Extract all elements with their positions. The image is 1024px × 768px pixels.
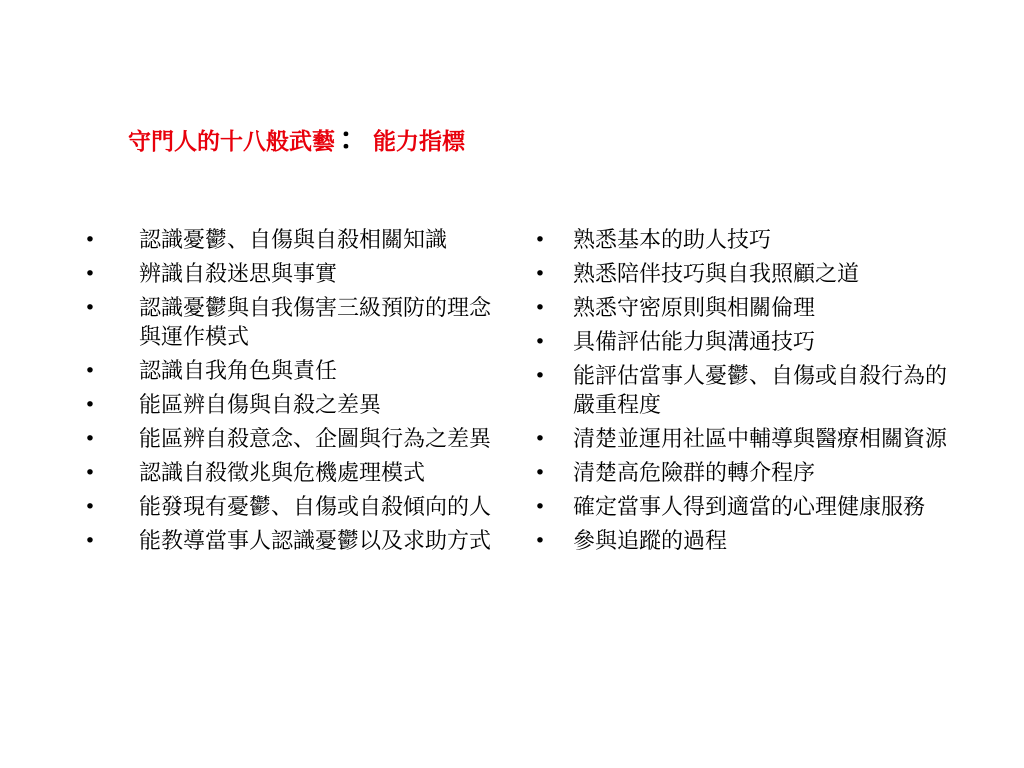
- list-item: [72, 260, 504, 289]
- list-item: [72, 357, 504, 386]
- list-item-text: 熟悉守密原則與相關倫理: [573, 296, 816, 321]
- list-item: [524, 459, 964, 488]
- title-main: 守門人的十八般武藝: [128, 128, 335, 155]
- list-item: [524, 226, 964, 255]
- bullet-icon: •: [84, 263, 96, 285]
- list-item: [524, 328, 964, 357]
- bullet-icon: •: [534, 297, 546, 319]
- list-item: [524, 527, 964, 556]
- list-item-text: 認識自我角色與責任: [139, 359, 338, 384]
- list-item: [72, 459, 504, 488]
- list-item-text: 能發現有憂鬱、自傷或自殺傾向的人: [139, 495, 492, 520]
- bullet-icon: •: [84, 496, 96, 518]
- bullet-icon: •: [534, 530, 546, 552]
- right-bullet-list: [524, 226, 964, 561]
- bullet-icon: •: [84, 462, 96, 484]
- title-separator: ：: [339, 122, 369, 157]
- list-item-text: 能教導當事人認識憂鬱以及求助方式: [139, 529, 492, 554]
- list-item-text: 熟悉陪伴技巧與自我照顧之道: [573, 262, 860, 287]
- bullet-icon: •: [84, 428, 96, 450]
- list-item: [524, 425, 964, 454]
- list-item: [72, 425, 504, 454]
- list-item-text: 辨識自殺迷思與事實: [139, 262, 338, 287]
- list-item: [72, 391, 504, 420]
- bullet-icon: •: [534, 229, 546, 251]
- list-item-text: 認識憂鬱與自我傷害三級預防的理念與運作模式: [139, 296, 492, 350]
- list-item-text: 具備評估能力與溝通技巧: [573, 330, 816, 355]
- list-item-text: 認識自殺徵兆與危機處理模式: [139, 461, 426, 486]
- bullet-icon: •: [84, 229, 96, 251]
- bullet-icon: •: [84, 394, 96, 416]
- bullet-icon: •: [84, 360, 96, 382]
- bullet-icon: •: [534, 365, 546, 387]
- list-item: [72, 493, 504, 522]
- list-item: [524, 362, 964, 420]
- list-item-text: 能區辨自傷與自殺之差異: [139, 393, 382, 418]
- list-item: [524, 260, 964, 289]
- list-item-text: 確定當事人得到適當的心理健康服務: [573, 495, 926, 520]
- list-item-text: 能區辨自殺意念、企圖與行為之差異: [139, 427, 492, 452]
- bullet-icon: •: [534, 331, 546, 353]
- list-item-text: 參與追蹤的過程: [573, 529, 728, 554]
- list-item-text: 能評估當事人憂鬱、自傷或自殺行為的嚴重程度: [573, 364, 948, 418]
- list-item-text: 清楚並運用社區中輔導與醫療相關資源: [573, 427, 948, 452]
- bullet-icon: •: [84, 530, 96, 552]
- list-item-text: 認識憂鬱、自傷與自殺相關知識: [139, 228, 448, 253]
- left-bullet-list: [72, 226, 504, 561]
- bullet-icon: •: [84, 297, 96, 319]
- bullet-icon: •: [534, 428, 546, 450]
- bullet-icon: •: [534, 462, 546, 484]
- list-item: [72, 226, 504, 255]
- list-item: [524, 294, 964, 323]
- list-item-text: 清楚高危險群的轉介程序: [573, 461, 816, 486]
- slide-title: [128, 120, 465, 162]
- list-item: [524, 493, 964, 522]
- bullet-icon: •: [534, 263, 546, 285]
- bullet-icon: •: [534, 496, 546, 518]
- list-item-text: 熟悉基本的助人技巧: [573, 228, 772, 253]
- list-item: [72, 294, 504, 352]
- title-sub: 能力指標: [373, 128, 465, 155]
- list-item: [72, 527, 504, 556]
